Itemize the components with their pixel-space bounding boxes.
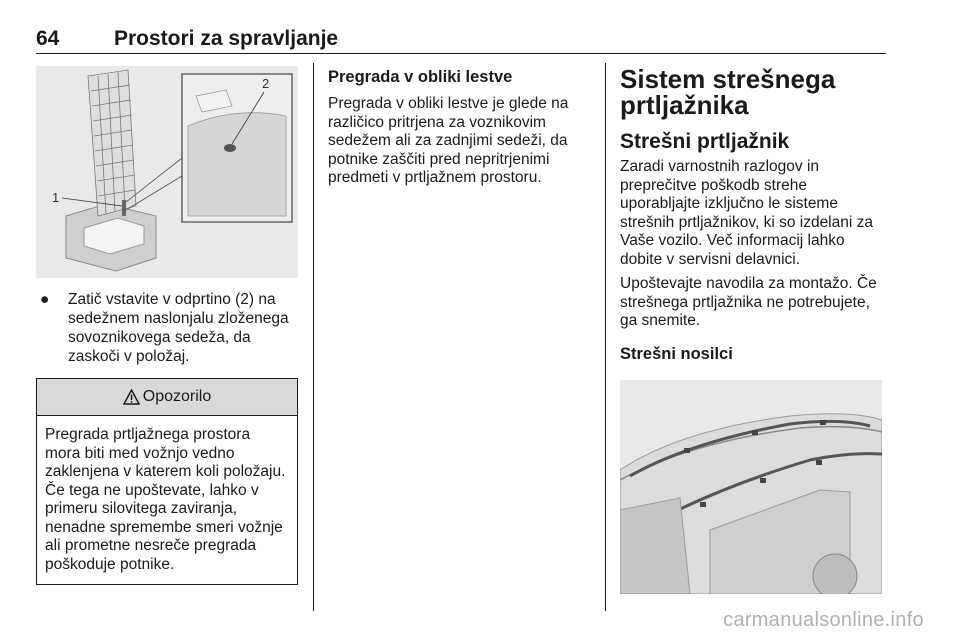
section-heading: Pregrada v obliki lestve	[328, 68, 513, 86]
column-right	[620, 66, 886, 594]
bullet-text: Zatič vstavite v odprtino (2) na sedežnem naslonjalu zloženega sovoznikovega sedeža, da zaskoči v položaj.	[68, 291, 289, 365]
page-number: 64	[36, 27, 60, 50]
ladder-partition-illustration	[36, 66, 298, 278]
page-header	[36, 27, 886, 54]
callout-label-2: 2	[262, 76, 270, 91]
chapter-title: Prostori za spravljanje	[114, 27, 339, 50]
bullet-mark: ●	[40, 291, 50, 308]
warning-text: Pregrada prtljažnega prostora mora biti med vožnjo vedno zaklenjena v katerem koli položaju. Če tega ne upoštevate, lahko v primeru silovitega zaviranja, nenadne spremembe smeri vožnje ali prometne nesreče pregrada poškoduje potnike.	[45, 426, 286, 573]
column-divider	[313, 63, 314, 611]
column-divider	[605, 63, 606, 611]
roof-rails-illustration	[620, 380, 882, 594]
section-text: Pregrada v obliki lestve je glede na različico pritrjena za voznikovim sedežem ali za zadnjimi sedeži, da potnike zaščiti pred nepritrjenimi predmeti v prtljažnem prostoru.	[328, 95, 569, 186]
subsection-title: Strešni prtljažnik	[620, 130, 790, 153]
warning-triangle-icon	[123, 389, 140, 405]
watermark: carmanualsonline.info	[723, 609, 924, 631]
warning-title: Opozorilo	[142, 388, 212, 405]
chapter-section-title: Sistem strešnega prtljažnika	[620, 64, 836, 120]
warning-header	[37, 379, 297, 416]
column-middle	[328, 66, 590, 194]
callout-label-1: 1	[52, 190, 60, 205]
paragraph-mounting: Upoštevajte navodila za montažo. Če strešnega prtljažnika ne potrebujete, ga snemite.	[620, 275, 877, 329]
paragraph-safety: Zaradi varnostnih razlogov in preprečitve poškodb strehe uporabljajte izključno le sisteme strešnih prtljažnikov, ki so izdelani za Vaše vozilo. Več informacij lahko dobite v servisni delavnici.	[620, 158, 873, 268]
warning-box	[36, 378, 298, 585]
instruction-bullet	[36, 290, 298, 366]
column-left	[36, 66, 298, 585]
subheading-roof-rails: Strešni nosilci	[620, 344, 733, 363]
